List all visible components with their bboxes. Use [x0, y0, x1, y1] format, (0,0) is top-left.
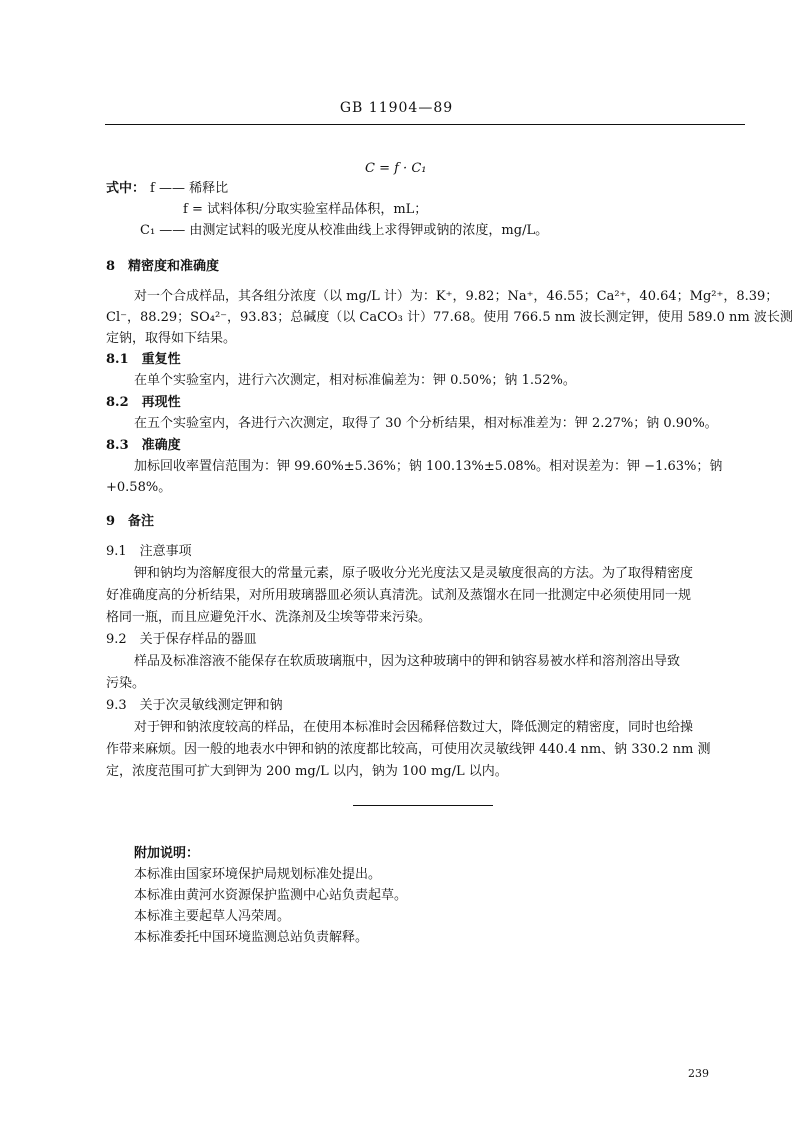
- section-9-1-text-line: 格同一瓶，而且应避免汗水、洗涤剂及尘埃等带来污染。: [106, 610, 432, 625]
- separator-rule: [353, 805, 493, 806]
- header-rule: [105, 124, 745, 125]
- page-header: GB 11904—89: [339, 100, 454, 116]
- appendix-line: 本标准由黄河水资源保护监测中心站负责起草。: [134, 888, 408, 903]
- section-9-2-heading: 9.2 关于保存样品的器皿: [106, 632, 257, 647]
- section-9-3-text-line: 定，浓度范围可扩大到钾为 200 mg/L 以内，钠为 100 mg/L 以内。: [106, 764, 508, 779]
- section-9-2-text-line: 样品及标准溶液不能保存在软质玻璃瓶中，因为这种玻璃中的钾和钠容易被水样和溶剂溶出导致: [134, 654, 681, 669]
- appendix-line: 本标准主要起草人冯荣周。: [134, 909, 291, 924]
- section-9-1-text-line: 钾和钠均为溶解度很大的常量元素，原子吸收分光光度法又是灵敏度很高的方法。为了取得精密度: [134, 566, 694, 581]
- formula-where-label: 式中：: [106, 181, 146, 196]
- section-8-1-text: 在单个实验室内，进行六次测定，相对标准偏差为：钾 0.50%；钠 1.52%。: [134, 373, 576, 388]
- section-9-3-text-line: 作带来麻烦。因一般的地表水中钾和钠的浓度都比较高，可使用次灵敏线钾 440.4 nm、钠 330.2 nm 测: [106, 742, 711, 757]
- formula-f-definition: f —— 稀释比: [150, 181, 229, 196]
- appendix-heading: 附加说明：: [134, 846, 200, 861]
- section-8-2-text: 在五个实验室内，各进行六次测定，取得了 30 个分析结果，相对标准差为：钾 2.27%；钠 0.90%。: [134, 416, 718, 431]
- section-8-3-text-line: 加标回收率置信范围为：钾 99.60%±5.36%；钠 100.13%±5.08%。相对误差为：钾 −1.63%；钠: [134, 459, 723, 474]
- section-8-3-text-line: +0.58%。: [106, 480, 172, 495]
- section-9-3-heading: 9.3 关于次灵敏线测定钾和钠: [106, 698, 283, 713]
- section-8-2-heading: 8.2 再现性: [106, 395, 181, 410]
- section-9-2-text-line: 污染。: [106, 676, 146, 691]
- formula-f-equation: f = 试料体积/分取实验室样品体积，mL；: [183, 202, 428, 217]
- formula-equation: C = f · C₁: [365, 161, 427, 176]
- section-8-intro-line: Cl⁻，88.29；SO₄²⁻，93.83；总碱度（以 CaCO₃ 计）77.68。使用 766.5 nm 波长测定钾，使用 589.0 nm 波长测: [106, 310, 793, 325]
- section-8-3-heading: 8.3 准确度: [106, 438, 181, 453]
- section-8-intro-line: 定钠，取得如下结果。: [106, 331, 237, 346]
- section-9-3-text-line: 对于钾和钠浓度较高的样品，在使用本标准时会因稀释倍数过大，降低测定的精密度，同时也给操: [134, 720, 694, 735]
- page-number: 239: [688, 1067, 709, 1080]
- section-8-intro-line: 对一个合成样品，其各组分浓度（以 mg/L 计）为：K⁺，9.82；Na⁺，46.55；Ca²⁺，40.64；Mg²⁺，8.39；: [134, 289, 779, 304]
- section-9-heading: 9 备注: [106, 514, 155, 529]
- appendix-line: 本标准由国家环境保护局规划标准处提出。: [134, 867, 382, 882]
- section-9-1-text-line: 好准确度高的分析结果，对所用玻璃器皿必须认真清洗。试剂及蒸馏水在同一批测定中必须使用同一规: [106, 588, 692, 603]
- section-8-1-heading: 8.1 重复性: [106, 352, 181, 367]
- section-8-heading: 8 精密度和准确度: [106, 259, 220, 274]
- section-9-1-heading: 9.1 注意事项: [106, 544, 192, 559]
- formula-c1-definition: C₁ —— 由测定试料的吸光度从校准曲线上求得钾或钠的浓度，mg/L。: [140, 223, 549, 238]
- appendix-line: 本标准委托中国环境监测总站负责解释。: [134, 930, 369, 945]
